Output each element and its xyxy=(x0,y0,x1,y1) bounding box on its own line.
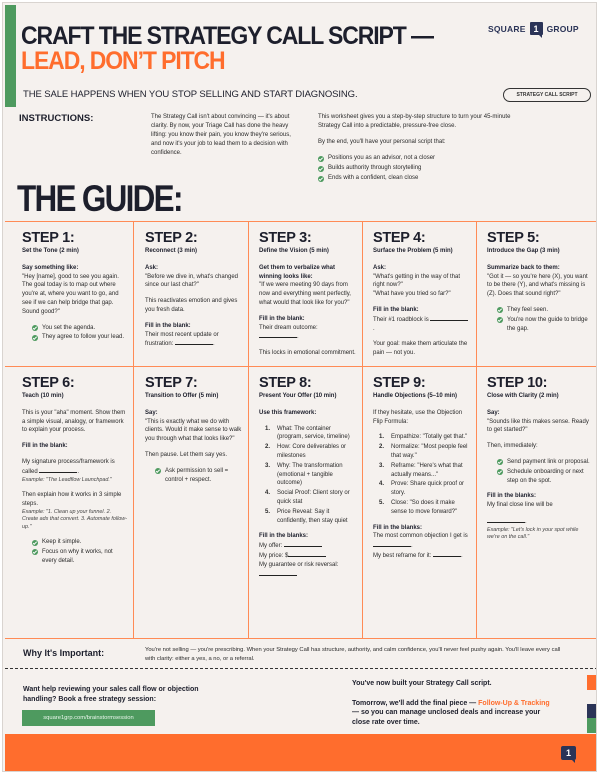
check-circle-icon xyxy=(32,335,38,341)
list-item: 2. How: Core deliverables or milestones xyxy=(265,444,347,459)
logo-text-right: GROUP xyxy=(546,23,579,34)
step-title: STEP 6: xyxy=(22,375,75,391)
step-2-card xyxy=(134,222,249,366)
steps-row-2 xyxy=(5,367,597,639)
check-circle-icon xyxy=(32,540,38,546)
checklist-item: You set the agenda. xyxy=(32,324,127,333)
fill-label: Fill in the blanks: xyxy=(373,524,423,531)
step-lead: Say something like: xyxy=(22,264,79,271)
check-circle-icon xyxy=(155,468,161,474)
check-circle-icon xyxy=(318,156,324,162)
logo-text-left: SQUARE xyxy=(488,23,526,34)
step-subtitle: Reconnect (3 min) xyxy=(145,248,198,254)
steps-grid xyxy=(5,221,597,638)
step-quote: "This is exactly what we do with clients. Would it make sense to walk you through what that looks like?" xyxy=(145,418,242,443)
blank-line[interactable] xyxy=(259,332,297,338)
step-lead: Ask: xyxy=(373,264,387,271)
list-item: 4. Social Proof: Client story or quick stat xyxy=(265,490,350,505)
follow-up-highlight: Follow-Up & Tracking xyxy=(478,699,550,707)
fill-in-field[interactable] xyxy=(259,570,356,580)
instructions-intro: The Strategy Call isn't about convincing — it's about clarity. By now, your Triage Call has done the heavy lifting: you know their pain, you know they're serious, and now it's your job to lead them to a decision with confidence. xyxy=(151,114,291,156)
example-text: Example: "The Leadflow Launchpad." xyxy=(22,476,112,483)
checklist-item: Focus on why it works, not every detail. xyxy=(32,548,127,566)
step-intro: This is your "aha" moment. Show them a simple visual, analogy, or framework to explain your process. xyxy=(22,409,126,434)
side-accent-green xyxy=(587,718,597,733)
step-quote: "Before we dive in, what's changed since our last chat?" xyxy=(145,273,238,289)
fill-in-field[interactable]: . xyxy=(259,332,356,342)
step-note: This reactivates emotion and gives you fresh data. xyxy=(145,298,238,313)
step-subtitle: Present Your Offer (10 min) xyxy=(259,393,337,399)
step-subtitle: Teach (10 min) xyxy=(22,393,64,399)
step-quote: "Got it — so you're here (X), you want to be there (Y), and what's missing is (Z). Does that sound right?" xyxy=(487,273,588,298)
step-lead: If they hesitate, use the Objection Flip Formula: xyxy=(373,409,463,425)
step-fill-text: Their dream outcome: xyxy=(259,324,318,331)
objection-flip-list xyxy=(373,433,470,516)
step-title: STEP 10: xyxy=(487,375,548,391)
checklist-item: Ends with a confident, clean close xyxy=(318,174,518,183)
checklist-item: You're now the guide to bridge the gap. xyxy=(497,316,592,334)
step-checklist xyxy=(497,306,592,333)
step-lead: Use this framework: xyxy=(259,409,317,416)
check-circle-icon xyxy=(497,317,503,323)
fill-label: Fill in the blank: xyxy=(373,306,419,313)
why-important-label: Why It's Important: xyxy=(23,648,105,658)
step-lead: Summarize back to them: xyxy=(487,264,560,271)
why-important-text: You're not selling — you're prescribing. When your Strategy Call has structure, authority, and calm confidence, you'll never feel pushy again. You'll leave every call with clarity: either a yes, a no, or a referral. xyxy=(145,647,561,662)
step-10-card xyxy=(477,367,597,638)
step-note: This locks in emotional commitment. xyxy=(259,350,356,357)
step-subtitle: Transition to Offer (5 min) xyxy=(145,393,219,399)
step-explain: Then explain how it works in 3 simple steps. xyxy=(22,492,122,507)
step-then: Then, immediately: xyxy=(487,443,538,450)
checklist-item: Ask permission to sell = control + respect. xyxy=(155,467,242,485)
fill-in-field[interactable]: My guarantee or risk reversal: xyxy=(259,561,339,568)
footer-bar xyxy=(5,734,597,772)
page-title-line1: CRAFT THE STRATEGY CALL SCRIPT — xyxy=(21,22,433,50)
blank-line[interactable] xyxy=(39,467,77,473)
fill-label: Fill in the blank: xyxy=(259,315,305,322)
fill-label: Fill in the blank: xyxy=(22,443,68,450)
example-text: Example: "1. Clean up your funnel. 2. Create ads that convert. 3. Automate follow-up." xyxy=(22,508,127,530)
instructions-label: INSTRUCTIONS: xyxy=(19,113,94,124)
step-subtitle: Define the Vision (5 min) xyxy=(259,248,329,254)
step-3-card xyxy=(249,222,363,366)
side-accent-orange xyxy=(587,675,597,690)
instructions-details xyxy=(318,113,518,184)
square1-group-logo xyxy=(488,22,579,35)
checklist-item: They agree to follow your lead. xyxy=(32,333,127,342)
step-title: STEP 2: xyxy=(145,230,198,246)
step-subtitle: Set the Tone (2 min) xyxy=(22,248,79,254)
check-circle-icon xyxy=(32,549,38,555)
list-item: 4. Prove: Share quick proof or story. xyxy=(379,481,465,497)
footer-logo-speech-bubble-icon: 1 xyxy=(561,746,576,760)
blank-line[interactable] xyxy=(288,551,326,557)
step-9-card xyxy=(363,367,477,638)
cta-help-text: Want help reviewing your sales call flow or objection handling? Book a free strategy session: xyxy=(23,686,199,703)
list-item: 2. Normalize: "Most people feel that way." xyxy=(379,444,468,459)
step-checklist xyxy=(32,538,127,565)
step-fill-text: My final close line will be xyxy=(487,502,553,509)
blank-line[interactable] xyxy=(487,517,525,523)
step-title: STEP 7: xyxy=(145,375,198,391)
step-subtitle: Handle Objections (5–10 min) xyxy=(373,393,458,399)
page-subtitle: THE SALE HAPPENS WHEN YOU STOP SELLING AND START DIAGNOSING. xyxy=(23,89,358,100)
fill-in-field[interactable]: . xyxy=(487,517,592,527)
fill-in-field[interactable]: Their #1 roadblock is . xyxy=(373,315,470,334)
check-circle-icon xyxy=(32,325,38,331)
fill-in-field[interactable]: My signature process/framework is called . xyxy=(22,458,115,475)
list-item: 1. What: The container (program, service, timeline) xyxy=(265,425,350,441)
worksheet-page xyxy=(2,2,597,772)
step-1-card xyxy=(5,222,134,366)
steps-row-1 xyxy=(5,222,597,367)
step-subtitle: Surface the Problem (5 min) xyxy=(373,248,453,254)
fill-label: Fill in the blanks: xyxy=(487,493,537,500)
instructions-paragraph: By the end, you'll have your personal script that: xyxy=(318,139,446,145)
check-circle-icon xyxy=(497,459,503,465)
step-lead: Say: xyxy=(487,409,500,416)
blank-line[interactable] xyxy=(433,551,461,557)
step-5-card xyxy=(477,222,597,366)
checklist-item: Send payment link or proposal. xyxy=(497,458,592,467)
green-accent-bar xyxy=(5,5,16,107)
guide-heading: THE GUIDE: xyxy=(17,178,182,219)
checklist-item: Positions you as an advisor, not a closer xyxy=(318,154,518,163)
fill-in-field[interactable]: Their most recent update or frustration: . xyxy=(145,331,219,348)
check-circle-icon xyxy=(497,469,503,475)
blank-line[interactable] xyxy=(373,541,411,547)
instructions-paragraph: This worksheet gives you a step-by-step structure to turn your 45-minute Strategy Call into a predictable, pressure-free close. xyxy=(318,114,511,129)
step-quote: "Hey [name], good to see you again. The goal today is to map out where you're at, where you want to go, and see if we can help bridge that gap. Sound good?" xyxy=(22,273,119,315)
fill-in-field[interactable]: My price: $ xyxy=(259,551,356,561)
step-checklist xyxy=(155,467,242,485)
list-item: 3. Reframe: "Here's what that actually means..." xyxy=(379,462,463,478)
check-circle-icon xyxy=(497,307,503,313)
why-important-section xyxy=(5,643,597,669)
logo-speech-bubble-icon: 1 xyxy=(530,22,543,35)
checklist-item: Schedule onboarding or next step on the spot. xyxy=(497,468,592,486)
step-title: STEP 3: xyxy=(259,230,312,246)
step-quote: "What have you tried so far?" xyxy=(373,291,451,298)
step-title: STEP 1: xyxy=(22,230,75,246)
list-item: 5. Price Reveal: Say it confidently, then stay quiet xyxy=(265,508,348,524)
step-title: STEP 8: xyxy=(259,375,312,391)
tomorrow-message: Tomorrow, we'll add the final piece — Follow-Up & Tracking — so you can manage unclosed deals and increase your close rate over time. xyxy=(352,699,550,726)
step-checklist xyxy=(497,458,592,485)
step-title: STEP 9: xyxy=(373,375,426,391)
step-quote: "Sounds like this makes sense. Ready to get started?" xyxy=(487,418,589,434)
checklist-item: Builds authority through storytelling xyxy=(318,164,518,173)
list-item: 5. Close: "So does it make sense to move forward?" xyxy=(379,499,458,515)
step-note: Then pause. Let them say yes. xyxy=(145,451,228,458)
blank-line[interactable] xyxy=(430,315,468,321)
list-item: 3. Why: The transformation (emotional + tangible outcome) xyxy=(265,462,343,487)
page-title-line2: LEAD, DON’T PITCH xyxy=(21,47,225,75)
outcome-checklist xyxy=(318,154,518,183)
step-subtitle: Introduce the Gap (3 min) xyxy=(487,248,560,254)
step-title: STEP 5: xyxy=(487,230,540,246)
blank-line[interactable] xyxy=(284,541,322,547)
step-6-card xyxy=(5,367,134,638)
fill-label: Fill in the blank: xyxy=(145,322,191,329)
checklist-item: They feel seen. xyxy=(497,306,592,315)
step-title: STEP 4: xyxy=(373,230,426,246)
next-step-text xyxy=(352,679,557,737)
step-lead: Get them to verbalize what winning looks like: xyxy=(259,264,336,280)
step-quote: "What's getting in the way of that right now?" xyxy=(373,273,460,289)
blank-line[interactable] xyxy=(259,570,297,576)
step-note: Your goal: make them articulate the pain — not you. xyxy=(373,341,468,357)
step-8-card xyxy=(249,367,363,638)
example-text: Example: "Let's lock in your spot while we're on the call." xyxy=(487,526,579,541)
list-item: 1. Empathize: "Totally get that." xyxy=(379,434,468,441)
strategy-call-script-badge: STRATEGY CALL SCRIPT xyxy=(503,88,591,102)
framework-list xyxy=(259,425,356,526)
check-circle-icon xyxy=(318,166,324,172)
step-subtitle: Close with Clarity (2 min) xyxy=(487,393,559,399)
fill-in-field[interactable]: My offer: xyxy=(259,541,356,551)
step-7-card xyxy=(134,367,249,638)
step-lead: Ask: xyxy=(145,264,159,271)
step-quote: "If we were meeting 90 days from now and everything went perfectly, what would that look like for you?" xyxy=(259,282,351,306)
step-4-card xyxy=(363,222,477,366)
step-checklist xyxy=(32,324,127,343)
brainstorm-session-link-button[interactable]: square1grp.com/brainstormsession xyxy=(22,710,155,726)
step-lead: Say: xyxy=(145,409,158,416)
check-circle-icon xyxy=(318,176,324,182)
fill-in-field[interactable]: My best reframe for it: . xyxy=(373,552,463,559)
side-accent-navy xyxy=(587,704,597,718)
fill-in-field[interactable]: The most common objection I get is . xyxy=(373,533,468,550)
fill-label: Fill in the blanks: xyxy=(259,533,309,540)
blank-line[interactable] xyxy=(175,339,213,345)
completion-message: You've now built your Strategy Call script. xyxy=(352,680,492,687)
checklist-item: Keep it simple. xyxy=(32,538,127,547)
